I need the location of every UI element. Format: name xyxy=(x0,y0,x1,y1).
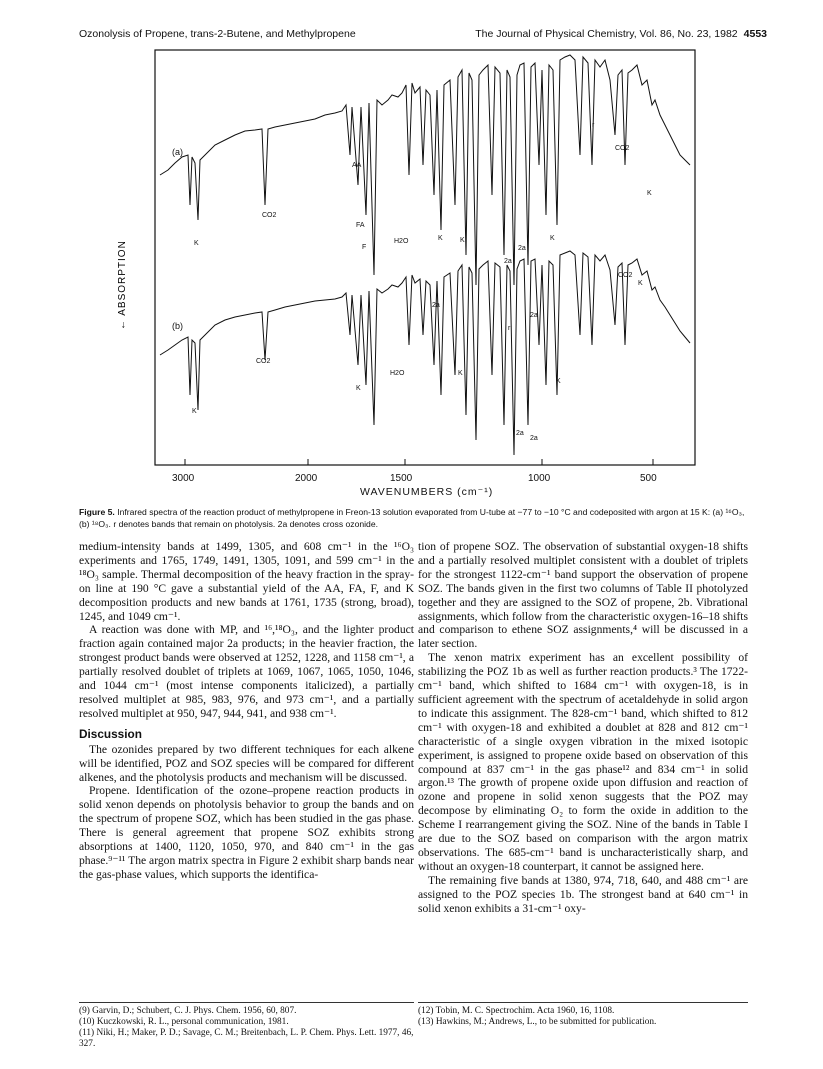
band-label: 2a xyxy=(432,302,440,309)
band-label: K xyxy=(638,280,643,287)
running-header-journal xyxy=(475,28,767,40)
band-label: 2a xyxy=(530,435,538,442)
footnote: (13) Hawkins, M.; Andrews, L., to be submitted for publication. xyxy=(418,1017,657,1027)
band-label: K xyxy=(550,235,555,242)
right-column xyxy=(418,540,748,915)
band-label: K xyxy=(192,408,197,415)
band-label: 2a xyxy=(516,430,524,437)
band-label: 2a xyxy=(530,312,538,319)
paragraph: The ozonides prepared by two different techniques for each alkene will be identified, POZ and SOZ species will be compared for different alkenes, and the photolysis products and mechanism will be discussed. xyxy=(79,742,414,784)
footnote: (10) Kuczkowski, R. L., personal communication, 1981. xyxy=(79,1017,289,1027)
paragraph: A reaction was done with MP, and ¹⁶,¹⁸O₃, and the lighter product fraction again contained major 2a products; in the heavier fraction, the strongest product bands were observed at 1252, 1228, and 1158 cm⁻¹, a partially resolved doublet of triplets at 1069, 1067, 1065, 1050, 1046, and 1044 cm⁻¹ (most intense components italicized), a partially resolved multiplet at 985, 983, 976, and 973 cm⁻¹, and a partially resolved multiplet at 950, 947, 944, 941, and 938 cm⁻¹. xyxy=(79,623,414,720)
footnote: (11) Niki, H.; Maker, P. D.; Savage, C. M.; Breitenbach, L. P. Chem. Phys. Lett. 1977, 46, 327. xyxy=(79,1028,414,1049)
band-label: FA xyxy=(356,222,365,229)
band-label: K xyxy=(647,190,652,197)
band-label: K xyxy=(556,378,561,385)
paragraph: medium-intensity bands at 1499, 1305, and 608 cm⁻¹ in the ¹⁶O₃ experiments and 1765, 1749, 1491, 1305, 1091, and 599 cm⁻¹ in the ¹⁸O₃ sample. Thermal decomposition of the heavy fraction in the spray-on line at 190 °C gave a substantial yield of the AA, FA, F, and K decomposition products and new bands at 1761, 1735 (strong, broad), 1245, and 1049 cm⁻¹. xyxy=(79,540,414,623)
band-label: H2O xyxy=(394,238,409,245)
band-label: K xyxy=(458,370,463,377)
footnotes-left xyxy=(79,1002,414,1050)
xtick-1500: 1500 xyxy=(390,473,413,484)
xtick-2000: 2000 xyxy=(295,473,318,484)
paragraph: The xenon matrix experiment has an excellent possibility of stabilizing the POZ 1b as well as further reaction products.³ The 1722-cm⁻¹ band, which shifted to 1684 cm⁻¹ with oxygen-18, is in sufficient agreement with the spectrum of acetaldehyde in solid argon to indicate this assignment. The 828-cm⁻¹ band, which shifted to 812 cm⁻¹ with oxygen-18 and exhibited a doublet at 828 and 812 cm⁻¹ characteristic of a single oxygen vibration in the mixed isotopic experiment, is assigned to propene oxide based on observation of this compound at 837 cm⁻¹ in the gas phase¹² and 834 cm⁻¹ in solid argon.¹³ The growth of propene oxide upon diffusion and reaction of ozone and propene in solid xenon suggests that the POZ may decompose by eliminating O₂ to form the oxide in addition to the Scheme I rearrangement giving the SOZ. Nine of the bands in Table I are due to the SOZ based on comparison with the argon matrix observations. The 685-cm⁻¹ band is uncharacteristically sharp, and without an oxygen-18 counterpart, it cannot be assigned here. xyxy=(418,651,748,873)
journal-citation: The Journal of Physical Chemistry, Vol. 86, No. 23, 1982 xyxy=(475,28,738,40)
figure-caption xyxy=(79,507,749,530)
band-label: CO2 xyxy=(615,145,630,152)
paragraph: tion of propene SOZ. The observation of substantial oxygen-18 shifts and a partially resolved multiplet consistent with a doublet of triplets for the strongest 1122-cm⁻¹ band support the observation of propene SOZ. The bands given in the first two columns of Table II photolyzed together and they are assigned to the SOZ of propene, 2b. Vibrational assignments, which follow from the characteristic oxygen-16–18 shifts and comparison to ethene SOZ assignments,⁴ will be discussed in a later section. xyxy=(418,540,748,651)
spectrum-trace-a xyxy=(160,55,690,285)
caption-text: Infrared spectra of the reaction product of methylpropene in Freon-13 solution evaporated from U-tube at −77 to −10 °C and codeposited with argon at 15 K: (a) ¹⁶O₃, (b) ¹⁸O₃. r denotes bands that remain on photolysis. 2a denotes cross ozonide. xyxy=(79,507,745,529)
footnotes-right xyxy=(418,1002,748,1028)
band-label: 2a xyxy=(518,245,526,252)
band-label: F xyxy=(362,244,367,251)
band-label: K xyxy=(194,240,199,247)
y-axis-label: ← ABSORPTION xyxy=(117,240,128,330)
band-label: CO2 xyxy=(256,358,271,365)
footnote: (9) Garvin, D.; Schubert, C. J. Phys. Chem. 1956, 60, 807. xyxy=(79,1006,297,1016)
spectrum-trace-b xyxy=(160,251,690,455)
paragraph: Propene. Identification of the ozone–propene reaction products in solid xenon depends on photolysis behavior to group the bands and on the spectrum of propene SOZ, which has been studied in the gas phase. There is general agreement that propene SOZ exhibits strong absorptions at 1400, 1120, 1050, 970, and 840 cm⁻¹ in the gas phase.⁹⁻¹¹ The argon matrix spectra in Figure 2 exhibit sharp bands near the gas-phase values, which supports the identifica- xyxy=(79,784,414,881)
band-label: CO2 xyxy=(618,272,633,279)
band-label: H2O xyxy=(390,370,405,377)
x-axis-label: WAVENUMBERS (cm⁻¹) xyxy=(360,486,494,498)
band-label: AA xyxy=(352,162,362,169)
left-column xyxy=(79,540,414,882)
page-number: 4553 xyxy=(743,28,767,40)
band-label: 2a xyxy=(504,258,512,265)
band-label: K xyxy=(460,237,465,244)
footnote: (12) Tobin, M. C. Spectrochim. Acta 1960, 16, 1108. xyxy=(418,1006,615,1016)
band-label: CO2 xyxy=(262,212,277,219)
caption-label: Figure 5. xyxy=(79,507,115,517)
band-label: r xyxy=(508,325,511,332)
xtick-1000: 1000 xyxy=(528,473,551,484)
trace-b-label: (b) xyxy=(172,321,183,331)
section-heading: Discussion xyxy=(79,726,142,741)
running-header-title: Ozonolysis of Propene, trans-2-Butene, and Methylpropene xyxy=(79,28,356,40)
band-label: K xyxy=(356,385,361,392)
trace-a-label: (a) xyxy=(172,147,183,157)
ir-spectra-figure xyxy=(110,45,710,485)
xtick-500: 500 xyxy=(640,473,657,484)
band-label: K xyxy=(438,235,443,242)
paragraph: The remaining five bands at 1380, 974, 718, 640, and 488 cm⁻¹ are assigned to the POZ species 1b. The strongest band at 640 cm⁻¹ in solid xenon exhibits a 31-cm⁻¹ oxy- xyxy=(418,873,748,915)
xtick-3000: 3000 xyxy=(172,473,195,484)
band-label: r xyxy=(592,122,595,129)
